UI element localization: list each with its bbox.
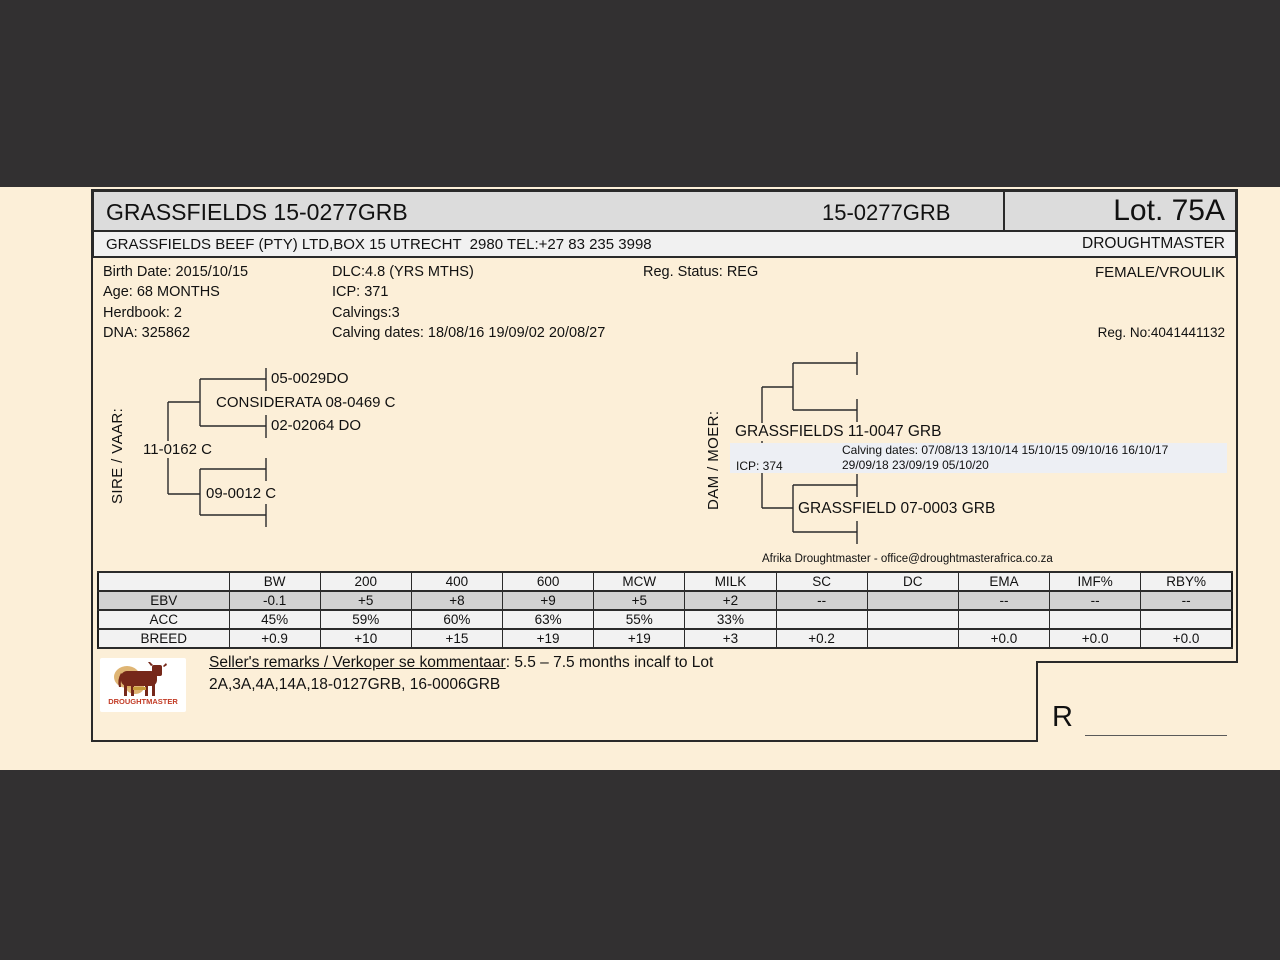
ebv-table-cell: +5 bbox=[594, 591, 685, 610]
ebv-table-header-cell: IMF% bbox=[1050, 572, 1141, 591]
remarks-heading: Seller's remarks / Verkoper se kommentaar bbox=[209, 654, 506, 671]
ebv-table-cell: +0.2 bbox=[776, 629, 867, 648]
ebv-table-header-cell: MCW bbox=[594, 572, 685, 591]
breed-name: DROUGHTMASTER bbox=[1082, 235, 1225, 252]
ebv-table-cell: 60% bbox=[411, 610, 502, 629]
ebv-table-cell bbox=[867, 591, 958, 610]
price-currency: R bbox=[1052, 701, 1073, 733]
row-label: ACC bbox=[98, 610, 229, 629]
pedigree-sire-sire: CONSIDERATA 08-0469 C bbox=[213, 394, 399, 411]
viewer-letterbox-top bbox=[0, 0, 1280, 187]
animal-id-short: 15-0277GRB bbox=[822, 200, 951, 225]
ebv-table-cell: +3 bbox=[685, 629, 776, 648]
pedigree-sire-sire-sire: 05-0029DO bbox=[268, 370, 352, 387]
ebv-table-cell bbox=[1141, 610, 1232, 629]
ebv-table-header-cell: BW bbox=[229, 572, 320, 591]
sire-side-label: SIRE / VAAR: bbox=[109, 407, 126, 504]
ebv-table-row-ebv bbox=[98, 591, 1232, 610]
pedigree-dam: GRASSFIELDS 11-0047 GRB bbox=[732, 423, 944, 441]
ebv-table-header-cell: RBY% bbox=[1141, 572, 1232, 591]
herdbook: Herdbook: 2 bbox=[103, 304, 182, 321]
calving-dates: Calving dates: 18/08/16 19/09/02 20/08/27 bbox=[332, 324, 606, 341]
price-blank-line bbox=[1085, 735, 1227, 736]
lot-cell-divider bbox=[1003, 192, 1005, 230]
ebv-table-header-cell: 600 bbox=[503, 572, 594, 591]
dna: DNA: 325862 bbox=[103, 324, 191, 341]
ebv-table-cell: 63% bbox=[503, 610, 594, 629]
ebv-table-cell: -- bbox=[776, 591, 867, 610]
dam-side-label: DAM / MOER: bbox=[705, 410, 722, 510]
ebv-table-row-breed bbox=[98, 629, 1232, 648]
dam-calving-dates-line2: 29/09/18 23/09/19 05/10/20 bbox=[842, 457, 989, 472]
association-contact: Afrika Droughtmaster - office@droughtmasterafrica.co.za bbox=[762, 553, 1053, 565]
ebv-table-cell bbox=[1050, 610, 1141, 629]
ebv-table-cell bbox=[958, 610, 1049, 629]
ebv-table bbox=[97, 571, 1233, 649]
ebv-table-header-cell: DC bbox=[867, 572, 958, 591]
ebv-table-cell: +15 bbox=[411, 629, 502, 648]
birth-date: Birth Date: 2015/10/15 bbox=[103, 264, 249, 280]
remarks-line1-rest: : 5.5 – 7.5 months incalf to Lot bbox=[505, 654, 714, 671]
ebv-table-cell: +0.0 bbox=[1141, 629, 1232, 648]
icp: ICP: 371 bbox=[332, 284, 389, 301]
ebv-table-cell: -- bbox=[1050, 591, 1141, 610]
ebv-table-cell: -- bbox=[1141, 591, 1232, 610]
reg-status: Reg. Status: REG bbox=[643, 264, 759, 280]
cow-logo-icon bbox=[100, 658, 186, 712]
ebv-table-cell: +5 bbox=[320, 591, 411, 610]
lot-number: Lot. 75A bbox=[1113, 194, 1225, 227]
ebv-table-header-cell: SC bbox=[776, 572, 867, 591]
ebv-table-cell: +0.0 bbox=[958, 629, 1049, 648]
dam-calving-highlight bbox=[730, 443, 1227, 473]
ebv-table-cell: +9 bbox=[503, 591, 594, 610]
sex-label: FEMALE/VROULIK bbox=[1094, 264, 1225, 281]
pedigree-sire-dam: 09-0012 C bbox=[203, 485, 279, 502]
ebv-table-cell: 59% bbox=[320, 610, 411, 629]
dam-icp: ICP: 374 bbox=[736, 459, 783, 473]
ebv-table-cell: 45% bbox=[229, 610, 320, 629]
seller-contact-line: GRASSFIELDS BEEF (PTY) LTD,BOX 15 UTRECHT 2980 TEL:+27 83 235 3998 bbox=[106, 236, 652, 253]
ebv-table-cell: +0.9 bbox=[229, 629, 320, 648]
row-label: BREED bbox=[98, 629, 229, 648]
ebv-table-header-cell: EMA bbox=[958, 572, 1049, 591]
age: Age: 68 MONTHS bbox=[103, 284, 220, 301]
ebv-table-cell bbox=[867, 610, 958, 629]
ebv-table-cell: +2 bbox=[685, 591, 776, 610]
pedigree-sire: 11-0162 C bbox=[140, 441, 215, 458]
logo-text: DROUGHTMASTER bbox=[108, 697, 178, 706]
ebv-table-cell: +8 bbox=[411, 591, 502, 610]
seller-bar bbox=[92, 232, 1237, 258]
ebv-table-cell: 33% bbox=[685, 610, 776, 629]
ebv-table-cell: +19 bbox=[503, 629, 594, 648]
ebv-table-header-cell bbox=[98, 572, 229, 591]
remarks-line2: 2A,3A,4A,14A,18-0127GRB, 16-0006GRB bbox=[209, 676, 501, 693]
animal-id-title: GRASSFIELDS 15-0277GRB bbox=[106, 199, 408, 225]
ebv-table-cell: 55% bbox=[594, 610, 685, 629]
info-column-2 bbox=[332, 262, 605, 343]
info-column-1 bbox=[103, 262, 248, 343]
ebv-table-cell: +19 bbox=[594, 629, 685, 648]
dam-calving-dates-line1: Calving dates: 07/08/13 13/10/14 15/10/15 09/10/16 16/10/17 bbox=[842, 443, 1169, 457]
ebv-table-header-cell: 200 bbox=[320, 572, 411, 591]
droughtmaster-logo bbox=[100, 658, 186, 712]
ebv-table-header-cell: 400 bbox=[411, 572, 502, 591]
pedigree-sire-sire-dam: 02-02064 DO bbox=[268, 417, 364, 434]
ebv-table-cell bbox=[776, 610, 867, 629]
calvings: Calvings:3 bbox=[332, 304, 400, 321]
ebv-table-row-acc bbox=[98, 610, 1232, 629]
ebv-table-header-cell: MILK bbox=[685, 572, 776, 591]
pedigree-dam-dam: GRASSFIELD 07-0003 GRB bbox=[795, 500, 998, 518]
ebv-table-cell: -0.1 bbox=[229, 591, 320, 610]
ebv-table-cell: +10 bbox=[320, 629, 411, 648]
dlc: DLC:4.8 (YRS MTHS) bbox=[332, 264, 474, 280]
reg-no: Reg. No:4041441132 bbox=[1097, 325, 1225, 340]
ebv-table-header-row bbox=[98, 572, 1232, 591]
ebv-table-cell: -- bbox=[958, 591, 1049, 610]
ebv-table-cell: +0.0 bbox=[1050, 629, 1141, 648]
ebv-table-cell bbox=[867, 629, 958, 648]
title-bar bbox=[92, 190, 1237, 232]
remarks-line1 bbox=[209, 652, 909, 674]
viewer-letterbox-bottom bbox=[0, 770, 1280, 960]
seller-remarks bbox=[209, 652, 909, 696]
row-label: EBV bbox=[98, 591, 229, 610]
ebv-table-wrap bbox=[97, 571, 1233, 649]
